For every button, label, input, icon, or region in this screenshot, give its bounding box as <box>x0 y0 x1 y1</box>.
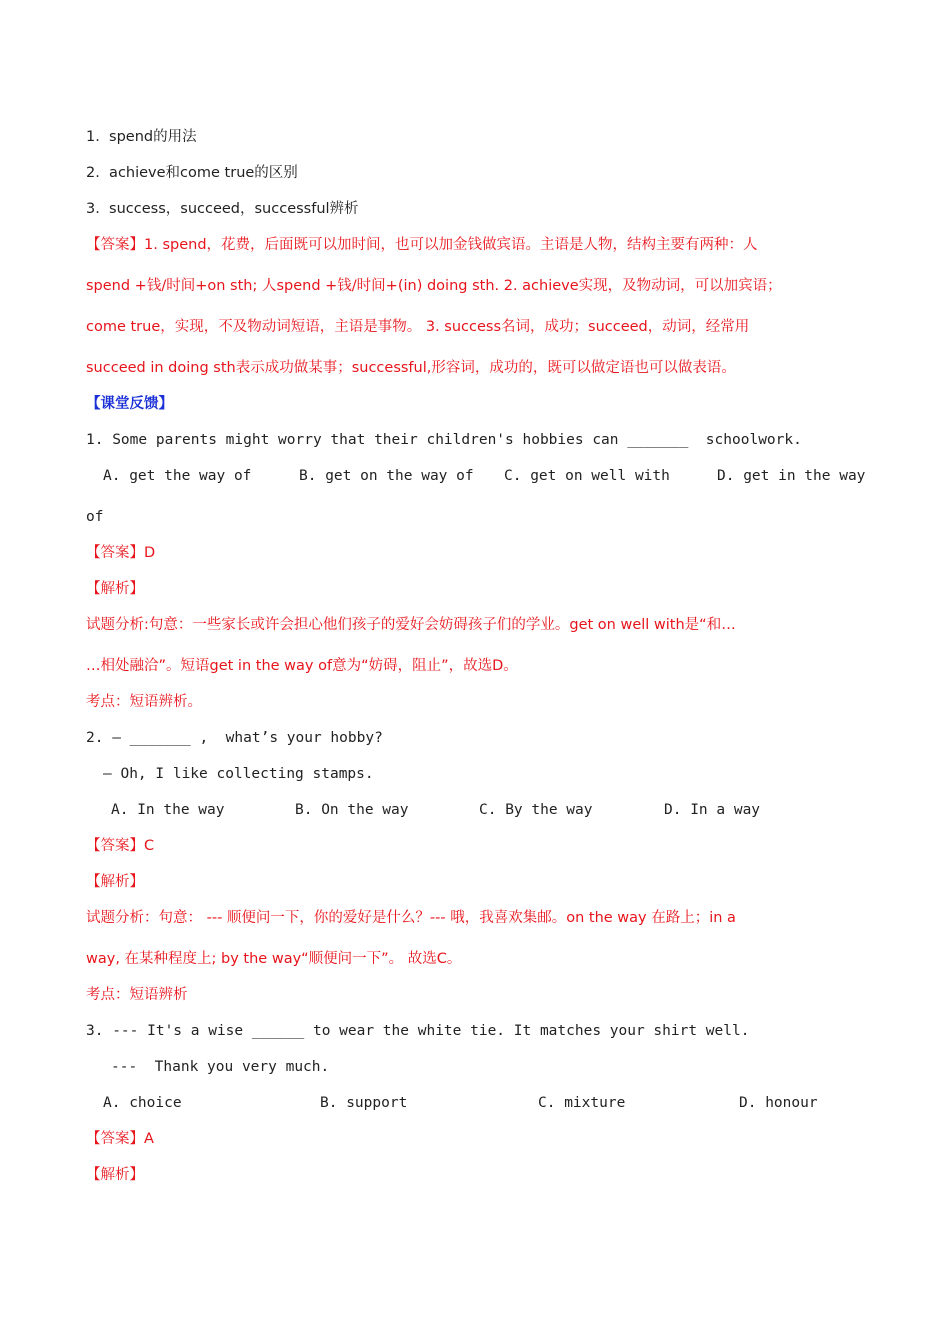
q1-option-d: D. get in the way <box>717 468 866 484</box>
q2-option-b: B. On the way <box>295 802 409 818</box>
q2-option-a: A. In the way <box>111 802 225 818</box>
intro-item-2: 2. achieve和come true的区别 <box>86 165 298 181</box>
q2-analysis-line-2: way, 在某种程度上; by the way“顺便问一下”。 故选C。 <box>86 951 462 967</box>
q3-reply: --- Thank you very much. <box>111 1059 330 1075</box>
q1-analysis-line-2: …相处融洽”。短语get in the way of意为“妨碍，阻止”，故选D。 <box>86 658 518 674</box>
q1-stem: 1. Some parents might worry that their children's hobbies can _______ schoolwork. <box>86 432 802 448</box>
q3-stem: 3. --- It's a wise ______ to wear the white tie. It matches your shirt well. <box>86 1023 750 1039</box>
q2-analysis-line-1: 试题分析：句意： --- 顺便问一下，你的爱好是什么？--- 哦，我喜欢集邮。on the way 在路上；in a <box>86 910 736 926</box>
q2-stem: 2. — _______ , what’s your hobby? <box>86 730 383 746</box>
q1-option-a: A. get the way of <box>103 468 252 484</box>
q3-analysis-label: 【解析】 <box>86 1167 144 1183</box>
q3-option-d: D. honour <box>739 1095 818 1111</box>
q2-analysis-label: 【解析】 <box>86 874 144 890</box>
q3-option-b: B. support <box>320 1095 408 1111</box>
q2-answer: 【答案】C <box>86 838 155 854</box>
q2-point: 考点：短语辨析 <box>86 987 188 1003</box>
intro-item-1: 1. spend的用法 <box>86 129 197 145</box>
q2-option-d: D. In a way <box>664 802 761 818</box>
q3-option-a: A. choice <box>103 1095 182 1111</box>
q1-point: 考点：短语辨析。 <box>86 694 202 710</box>
q3-option-c: C. mixture <box>538 1095 626 1111</box>
q1-answer: 【答案】D <box>86 545 156 561</box>
intro-answer-line-4: succeed in doing sth表示成功做某事；successful,形容词，成功的，既可以做定语也可以做表语。 <box>86 360 736 376</box>
section-title: 【课堂反馈】 <box>86 396 173 412</box>
q3-answer: 【答案】A <box>86 1131 154 1147</box>
intro-answer-line-3: come true，实现，不及物动词短语，主语是事物。 3. success名词，成功；succeed，动词，经常用 <box>86 319 750 335</box>
intro-answer-line-1: 【答案】1. spend，花费，后面既可以加时间，也可以加金钱做宾语。主语是人物，结构主要有两种：人 <box>86 237 758 253</box>
q1-option-b: B. get on the way of <box>299 468 474 484</box>
q1-option-c: C. get on well with <box>504 468 670 484</box>
q2-reply: — Oh, I like collecting stamps. <box>103 766 374 782</box>
q1-option-d-continued: of <box>86 509 104 525</box>
q1-analysis-line-1: 试题分析:句意：一些家长或许会担心他们孩子的爱好会妨碍孩子们的学业。get on well with是“和… <box>86 617 736 633</box>
q1-analysis-label: 【解析】 <box>86 581 144 597</box>
intro-item-3: 3. success，succeed，successful辨析 <box>86 201 359 217</box>
intro-answer-line-2: spend +钱/时间+on sth; 人spend +钱/时间+(in) doing sth. 2. achieve实现，及物动词，可以加宾语； <box>86 278 782 294</box>
q2-option-c: C. By the way <box>479 802 593 818</box>
